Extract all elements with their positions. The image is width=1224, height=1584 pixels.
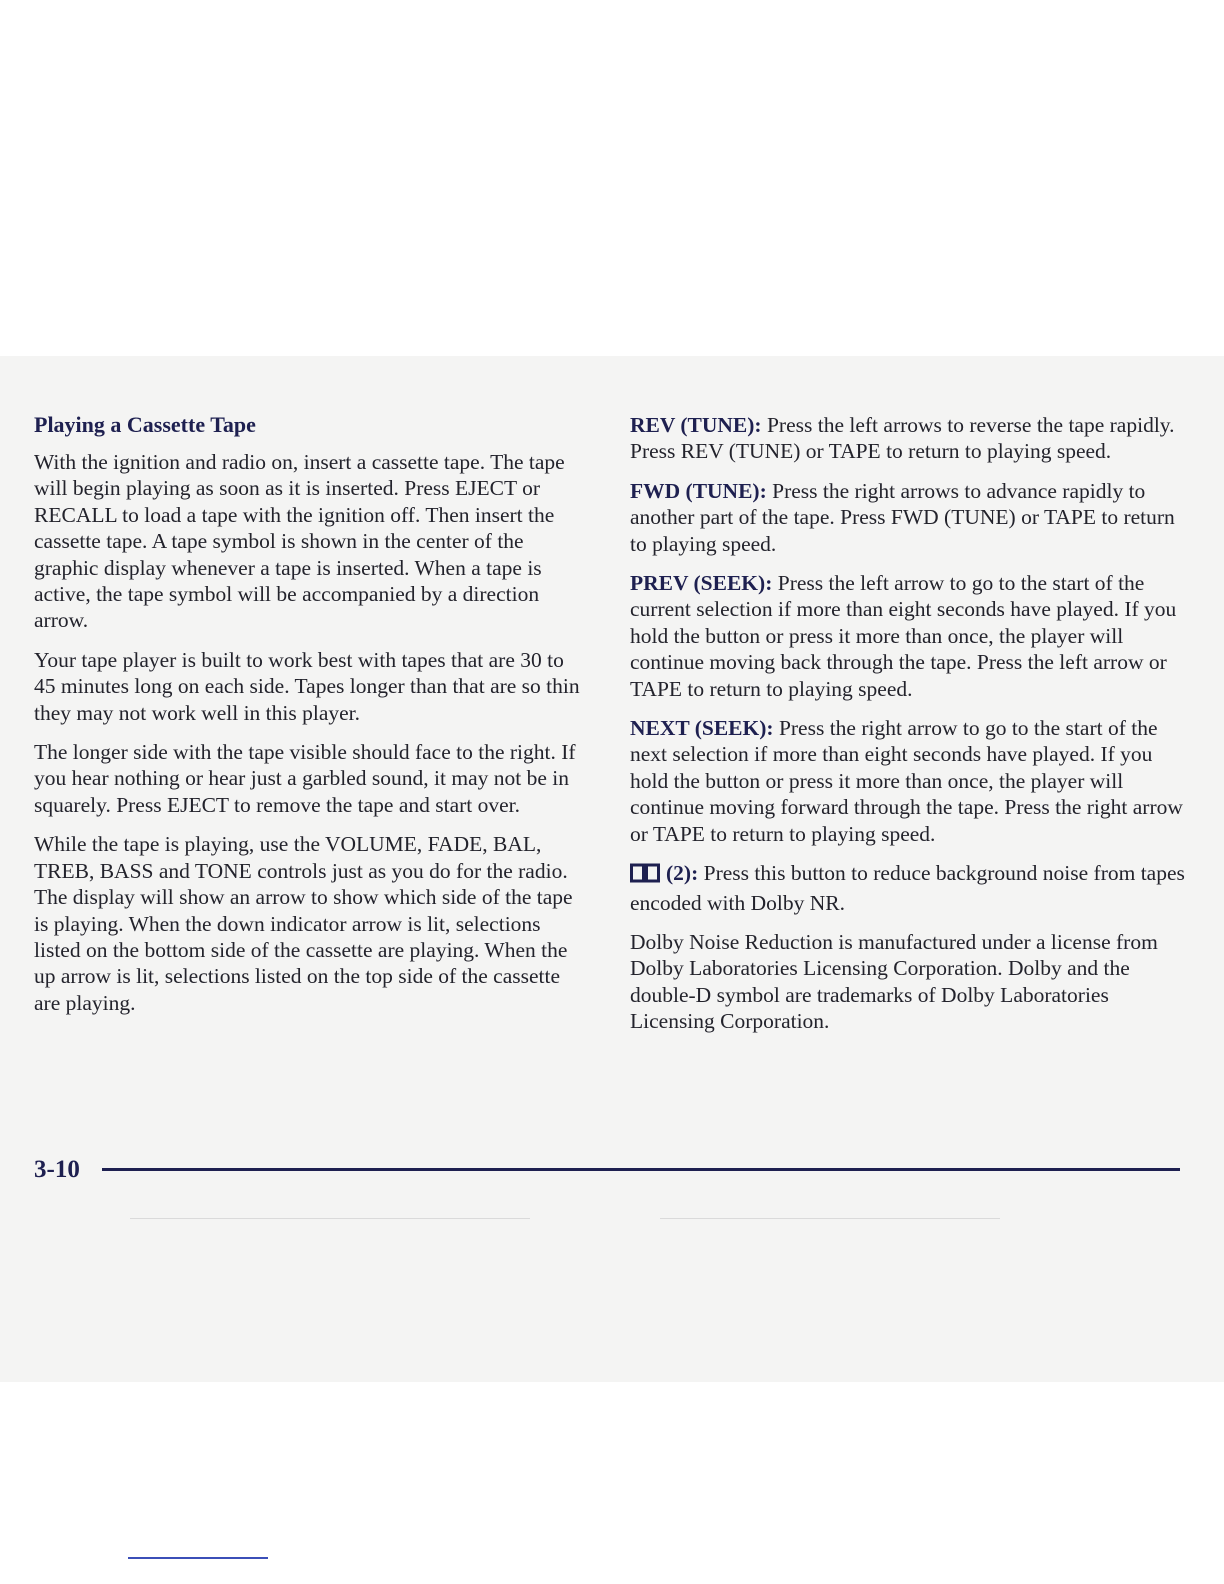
body-paragraph: Your tape player is built to work best with tapes that are 30 to 45 minutes long on each side. Tapes longer than that are so thin they may not work well in this player.	[34, 647, 580, 725]
faint-divider	[660, 1218, 1000, 1219]
control-text: Press this button to reduce background noise from tapes encoded with Dolby NR.	[630, 861, 1185, 915]
control-term: (2):	[666, 861, 699, 886]
body-paragraph: The longer side with the tape visible should face to the right. If you hear nothing or hear just a garbled sound, it may not be in squarely. Press EJECT to remove the tape and start over.	[34, 740, 576, 817]
right-column	[630, 412, 1186, 1048]
control-description-next	[630, 715, 1186, 847]
page-footer	[34, 1153, 1184, 1189]
control-term: NEXT (SEEK):	[630, 716, 774, 741]
control-description-rev	[630, 412, 1186, 465]
control-term: PREV (SEEK):	[630, 571, 773, 596]
dolby-license-paragraph: Dolby Noise Reduction is manufactured under a license from Dolby Laboratories Licensing Corporation. Dolby and the double-D symbol are trademarks of Dolby Laboratories Licensing Corporation.	[630, 929, 1158, 1034]
bottom-link-underline	[128, 1557, 268, 1559]
control-term: REV (TUNE):	[630, 413, 762, 437]
control-description-dolby	[630, 860, 1186, 916]
control-description-prev	[630, 570, 1186, 702]
control-description-fwd	[630, 478, 1186, 557]
dolby-double-d-icon	[630, 863, 660, 889]
control-text: Press the right arrows to advance rapidly to another part of the tape. Press FWD (TUNE) or TAPE to return to playing speed.	[630, 478, 1175, 556]
control-text: Press the left arrow to go to the start of the current selection if more than eight seconds have played. If you hold the button or press it more than once, the player will continue moving back through the tape. Press the left arrow or TAPE to return to playing speed.	[630, 571, 1177, 701]
page-number: 3-10	[34, 1156, 80, 1183]
faint-divider	[130, 1218, 530, 1219]
body-paragraph: With the ignition and radio on, insert a cassette tape. The tape will begin playing as soon as it is inserted. Press EJECT or RECALL to load a tape with the ignition off. Then insert the cassette tape. A tape symbol is shown in the center of the graphic display whenever a tape is inserted. When a tape is active, the tape symbol will be accompanied by a direction arrow.	[34, 450, 565, 633]
section-heading: Playing a Cassette Tape	[34, 412, 256, 437]
left-column	[34, 412, 590, 1029]
body-paragraph: While the tape is playing, use the VOLUME, FADE, BAL, TREB, BASS and TONE controls just as you do for the radio. The display will show an arrow to show which side of the tape is playing. When the down indicator arrow is lit, selections listed on the bottom side of the cassette are playing. When the up arrow is lit, selections listed on the top side of the cassette are playing.	[34, 832, 573, 1015]
control-text: Press the left arrows to reverse the tape rapidly. Press REV (TUNE) or TAPE to return to playing speed.	[630, 413, 1175, 464]
footer-divider	[102, 1168, 1180, 1171]
control-term: FWD (TUNE):	[630, 478, 767, 503]
control-text: Press the right arrow to go to the start of the next selection if more than eight seconds have played. If you hold the button or press it more than once, the player will continue moving forward through the tape. Press the right arrow or TAPE to return to playing speed.	[630, 716, 1183, 846]
